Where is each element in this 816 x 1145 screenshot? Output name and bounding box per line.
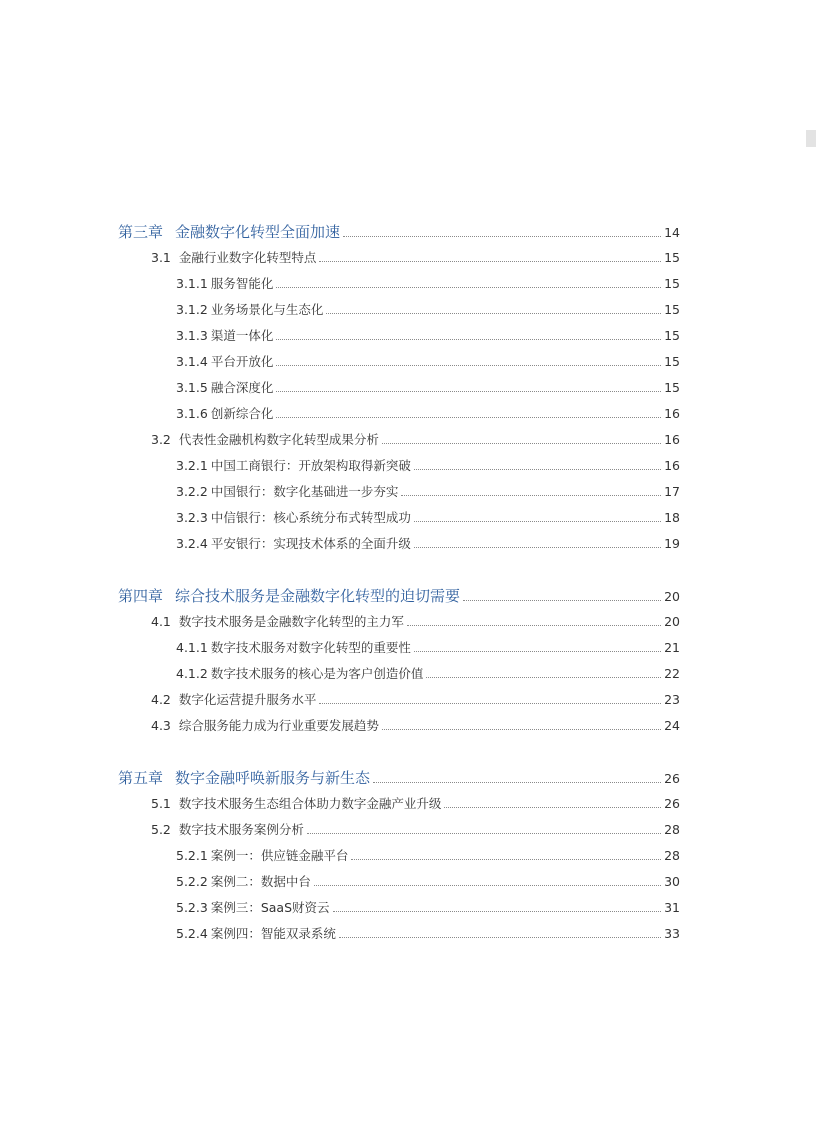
leader-dots [463,600,661,601]
toc-section-4-2[interactable] [151,688,680,708]
page-number: 17 [664,484,680,499]
page-number: 18 [664,510,680,525]
leader-dots [276,287,661,288]
toc-section-3-2[interactable] [151,428,680,448]
toc-section-4-1[interactable] [151,610,680,630]
section-title: 数字化运营提升服务水平 [178,692,317,707]
leader-dots [343,236,661,237]
page-number: 23 [664,692,680,707]
toc-subsection-4-1-2[interactable] [176,662,680,682]
subsection-title: 平台开放化 [210,354,274,369]
subsection-title: 案例一：供应链金融平台 [210,848,349,863]
page-number: 20 [664,589,680,604]
chapter-title: 数字金融呼唤新服务与新生态 [175,769,371,787]
toc-chapter-3[interactable] [118,221,680,241]
toc-section-4-3[interactable] [151,714,680,734]
toc-subsection-3-2-4[interactable] [176,532,680,552]
page-number: 31 [664,900,680,915]
chapter-title: 综合技术服务是金融数字化转型的迫切需要 [175,587,461,605]
page-number: 22 [664,666,680,681]
leader-dots [314,885,661,886]
page-number: 28 [664,848,680,863]
leader-dots [382,729,661,730]
subsection-number: 3.1.1 [176,276,208,291]
subsection-number: 3.1.5 [176,380,208,395]
page-number: 15 [664,354,680,369]
page-number: 16 [664,432,680,447]
page-number: 19 [664,536,680,551]
subsection-title: 数字技术服务对数字化转型的重要性 [210,640,411,655]
leader-dots [276,391,661,392]
leader-dots [401,495,661,496]
leader-dots [333,911,662,912]
toc-chapter-4[interactable] [118,585,680,605]
subsection-title: 融合深度化 [210,380,274,395]
subsection-number: 3.1.4 [176,354,208,369]
leader-dots [414,469,661,470]
leader-dots [307,833,661,834]
subsection-title: 平安银行：实现技术体系的全面升级 [210,536,411,551]
subsection-title: 中信银行：核心系统分布式转型成功 [210,510,411,525]
section-title: 金融行业数字化转型特点 [178,250,317,265]
page-number: 21 [664,640,680,655]
leader-dots [276,365,661,366]
subsection-number: 3.1.6 [176,406,208,421]
subsection-number: 3.2.4 [176,536,208,551]
leader-dots [373,782,661,783]
subsection-title: 数字技术服务的核心是为客户创造价值 [210,666,424,681]
subsection-number: 4.1.1 [176,640,208,655]
toc-section-3-1[interactable] [151,246,680,266]
page-number: 30 [664,874,680,889]
subsection-number: 5.2.4 [176,926,208,941]
section-title: 代表性金融机构数字化转型成果分析 [178,432,379,447]
section-number: 5.1 [151,796,171,811]
chapter-number: 第三章 [118,223,164,241]
chapter-number: 第四章 [118,587,164,605]
toc-subsection-3-1-1[interactable] [176,272,680,292]
leader-dots [444,807,661,808]
page-number: 14 [664,225,680,240]
page-number: 15 [664,276,680,291]
toc-subsection-3-1-5[interactable] [176,376,680,396]
subsection-number: 3.2.1 [176,458,208,473]
page-number: 15 [664,250,680,265]
subsection-title: 案例三：SaaS财资云 [210,900,330,915]
subsection-number: 3.2.3 [176,510,208,525]
toc-section-5-1[interactable] [151,792,680,812]
subsection-title: 服务智能化 [210,276,274,291]
leader-dots [319,261,661,262]
leader-dots [276,339,661,340]
page-number: 26 [664,771,680,786]
leader-dots [339,937,661,938]
toc-subsection-3-1-3[interactable] [176,324,680,344]
leader-dots [326,313,661,314]
toc-subsection-3-1-4[interactable] [176,350,680,370]
toc-subsection-3-1-6[interactable] [176,402,680,422]
leader-dots [382,443,661,444]
page-number: 16 [664,406,680,421]
leader-dots [319,703,661,704]
chapter-title: 金融数字化转型全面加速 [175,223,341,241]
subsection-title: 中国银行：数字化基础进一步夯实 [210,484,399,499]
toc-subsection-5-2-3[interactable] [176,896,680,916]
page-number: 16 [664,458,680,473]
subsection-title: 业务场景化与生态化 [210,302,324,317]
subsection-number: 5.2.2 [176,874,208,889]
section-number: 4.2 [151,692,171,707]
toc-subsection-5-2-2[interactable] [176,870,680,890]
page-number: 15 [664,380,680,395]
subsection-number: 3.1.2 [176,302,208,317]
toc-subsection-3-2-1[interactable] [176,454,680,474]
section-title: 综合服务能力成为行业重要发展趋势 [178,718,379,733]
leader-dots [351,859,661,860]
subsection-number: 5.2.3 [176,900,208,915]
page-number: 33 [664,926,680,941]
section-number: 4.3 [151,718,171,733]
leader-dots [414,547,661,548]
section-number: 4.1 [151,614,171,629]
toc-subsection-5-2-1[interactable] [176,844,680,864]
chapter-number: 第五章 [118,769,164,787]
leader-dots [407,625,661,626]
section-title: 数字技术服务案例分析 [178,822,304,837]
leader-dots [414,651,661,652]
leader-dots [276,417,661,418]
subsection-number: 3.1.3 [176,328,208,343]
subsection-title: 渠道一体化 [210,328,274,343]
toc-subsection-5-2-4[interactable] [176,922,680,942]
toc-subsection-4-1-1[interactable] [176,636,680,656]
page-number: 15 [664,328,680,343]
subsection-title: 案例二：数据中台 [210,874,311,889]
toc-subsection-3-2-2[interactable] [176,480,680,500]
leader-dots [426,677,661,678]
toc-section-5-2[interactable] [151,818,680,838]
leader-dots [414,521,661,522]
section-number: 3.2 [151,432,171,447]
page-number: 24 [664,718,680,733]
page-number: 28 [664,822,680,837]
subsection-number: 3.2.2 [176,484,208,499]
toc-subsection-3-2-3[interactable] [176,506,680,526]
section-number: 3.1 [151,250,171,265]
page-number: 20 [664,614,680,629]
section-title: 数字技术服务是金融数字化转型的主力军 [178,614,404,629]
section-number: 5.2 [151,822,171,837]
toc-chapter-5[interactable] [118,767,680,787]
subsection-title: 中国工商银行：开放架构取得新突破 [210,458,411,473]
subsection-number: 4.1.2 [176,666,208,681]
section-title: 数字技术服务生态组合体助力数字金融产业升级 [178,796,442,811]
subsection-title: 案例四：智能双录系统 [210,926,336,941]
subsection-title: 创新综合化 [210,406,274,421]
page-number: 15 [664,302,680,317]
toc-subsection-3-1-2[interactable] [176,298,680,318]
subsection-number: 5.2.1 [176,848,208,863]
page-number: 26 [664,796,680,811]
